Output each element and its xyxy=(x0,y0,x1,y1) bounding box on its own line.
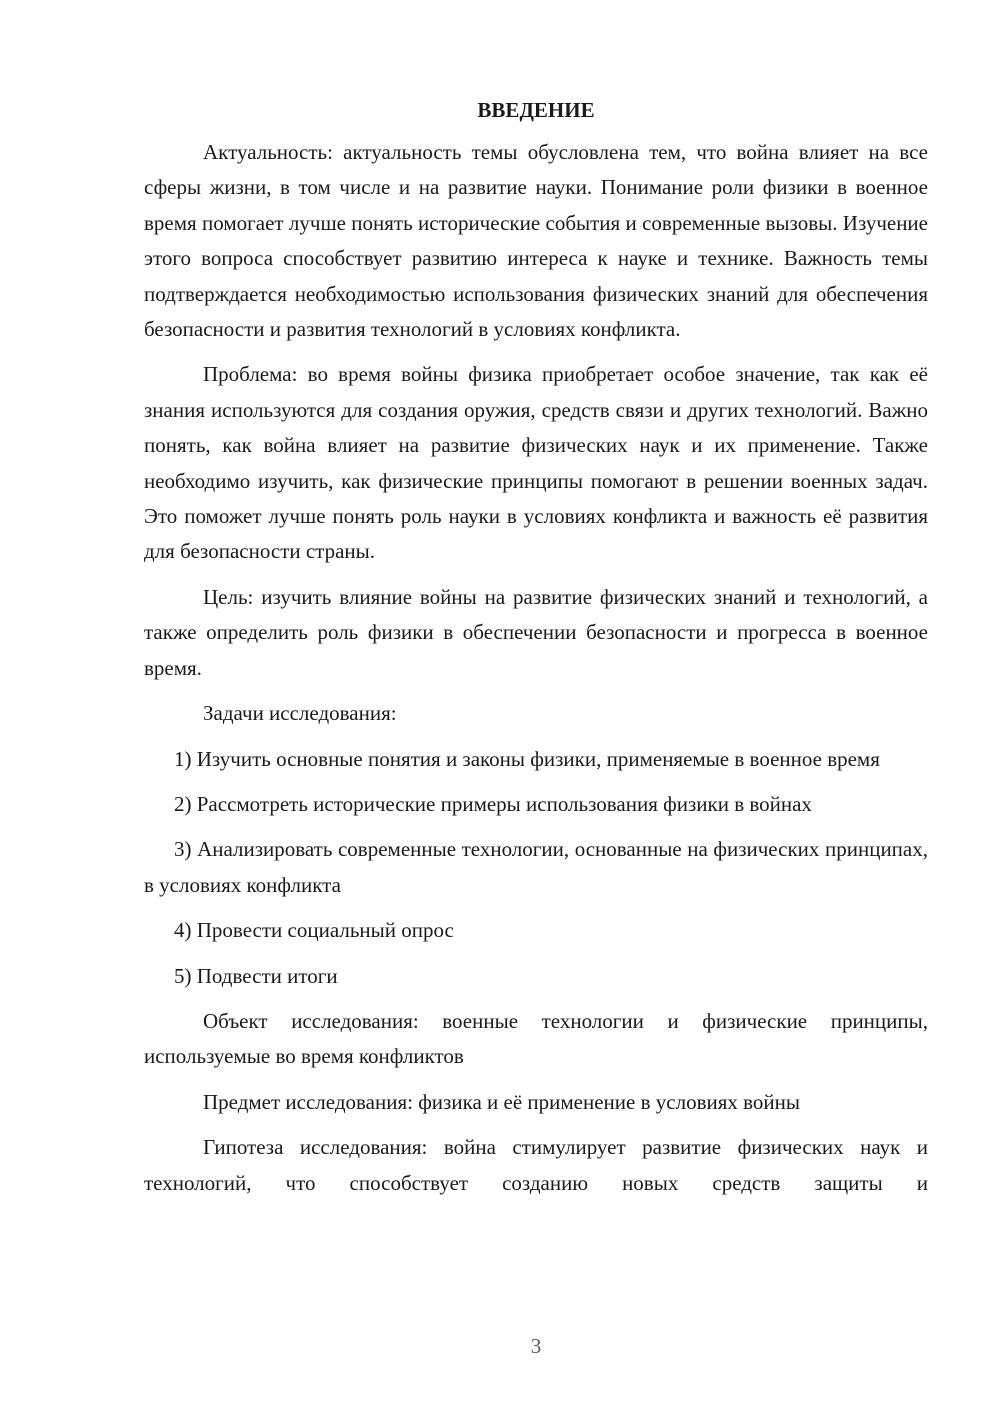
goal-paragraph: Цель: изучить влияние войны на развитие физических знаний и технологий, а также определить роль физики в обеспечении безопасности и прогресса в военное время. xyxy=(144,584,928,680)
relevance-paragraph: Актуальность: актуальность темы обусловлена тем, что война влияет на все сферы жизни, в том числе и на развитие науки. Понимание роли физики в военное время помогает лучше понять исторические события и современные вызовы. Изучение этого вопроса способствует развитию интереса к науке и технике. Важность темы подтверждается необходимостью использования физических знаний для обеспечения безопасности и развития технологий в условиях конфликта. xyxy=(144,140,928,342)
problem-paragraph: Проблема: во время войны физика приобретает особое значение, так как её знания используются для создания оружия, средств связи и других технологий. Важно понять, как война влияет на развитие физических наук и их применение. Также необходимо изучить, как физические принципы помогают в решении военных задач. Это поможет лучше понять роль науки в условиях конфликта и важность её развития для безопасности страны. xyxy=(144,362,928,564)
document-page xyxy=(144,95,928,1211)
section-heading: ВВЕДЕНИЕ xyxy=(477,98,595,122)
task-item-1: 1) Изучить основные понятия и законы физики, применяемые в военное время xyxy=(174,746,880,771)
hypothesis-paragraph: Гипотеза исследования: война стимулирует развитие физических наук и технологий, что способствует созданию новых средств защиты и xyxy=(144,1135,928,1195)
task-item-3: 3) Анализировать современные технологии, основанные на физических принципах, в условиях конфликта xyxy=(144,837,928,897)
subject-paragraph: Предмет исследования: физика и её применение в условиях войны xyxy=(203,1089,800,1114)
task-item-5: 5) Подвести итоги xyxy=(174,963,338,988)
task-item-2: 2) Рассмотреть исторические примеры использования физики в войнах xyxy=(174,791,812,816)
page-number: 3 xyxy=(530,1334,542,1358)
task-item-4: 4) Провести социальный опрос xyxy=(174,918,454,943)
object-paragraph: Объект исследования: военные технологии и физические принципы, используемые во время конфликтов xyxy=(144,1008,928,1069)
tasks-intro: Задачи исследования: xyxy=(203,701,397,726)
